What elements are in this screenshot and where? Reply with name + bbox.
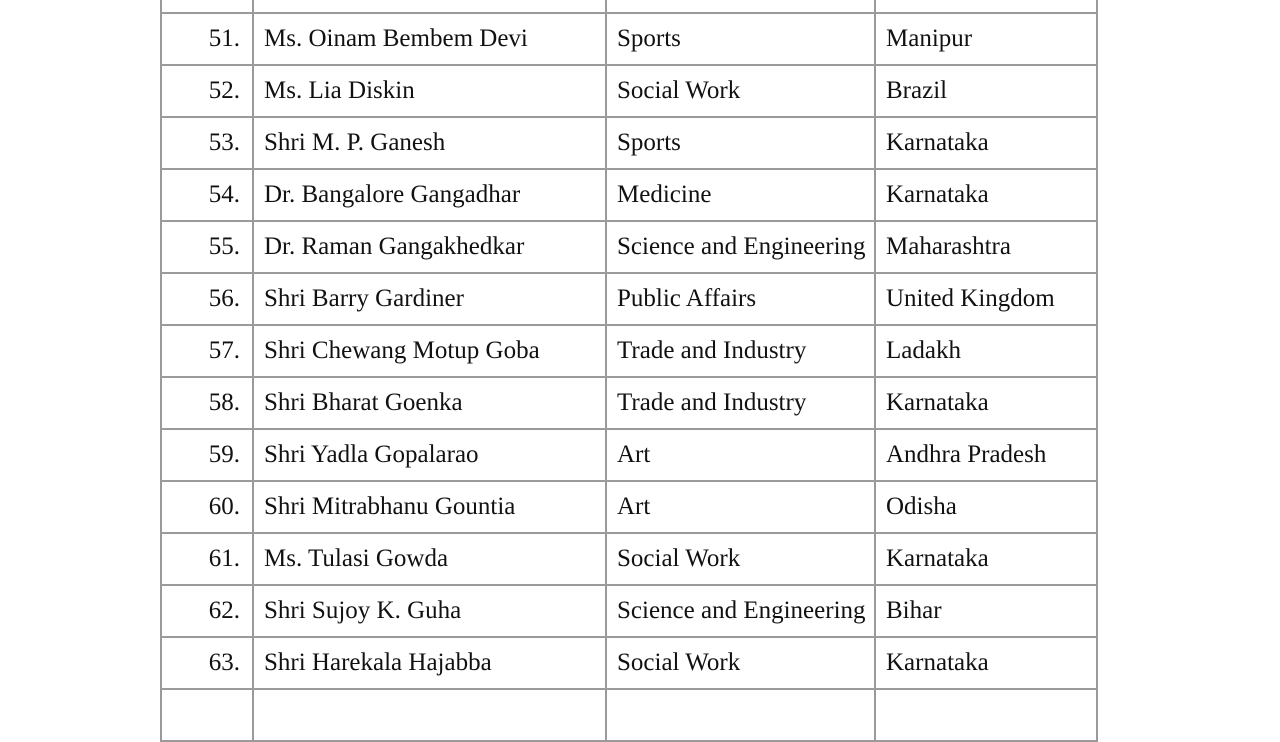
field-cell — [606, 429, 875, 481]
field-cell-text: Sports — [617, 25, 681, 52]
field-cell — [606, 377, 875, 429]
field-cell-text — [607, 690, 874, 702]
field-cell — [606, 325, 875, 377]
serial-number-cell-text: 53. — [208, 129, 240, 156]
serial-number-cell-text: 58. — [208, 389, 240, 416]
serial-number-cell — [161, 221, 253, 273]
table-row — [161, 169, 1097, 221]
field-cell-text: Sports — [617, 129, 681, 156]
field-cell — [606, 13, 875, 65]
field-cell-text: Public Affairs — [617, 285, 757, 312]
awardee-name-cell-text: Shri Sujoy K. Guha — [264, 597, 462, 624]
field-cell — [606, 481, 875, 533]
field-cell — [606, 221, 875, 273]
serial-number-cell — [161, 637, 253, 689]
serial-number-cell-text: 54. — [208, 181, 240, 208]
table-row — [161, 481, 1097, 533]
serial-number-cell-text — [162, 690, 252, 702]
awardee-name-cell — [253, 273, 606, 325]
field-cell-text: Trade and Industry — [617, 337, 807, 364]
serial-number-cell — [161, 169, 253, 221]
awardee-name-cell — [253, 13, 606, 65]
awardee-name-cell — [253, 325, 606, 377]
serial-number-cell — [161, 377, 253, 429]
state-country-cell — [875, 273, 1097, 325]
awardee-name-cell — [253, 117, 606, 169]
state-country-cell — [875, 221, 1097, 273]
state-country-cell-text: Karnataka — [886, 389, 989, 416]
state-country-cell — [875, 117, 1097, 169]
state-country-cell-text: Andhra Pradesh — [886, 441, 1047, 468]
field-cell — [606, 117, 875, 169]
awardee-name-cell — [253, 637, 606, 689]
field-cell-text: Social Work — [617, 77, 741, 104]
awardee-name-cell — [253, 221, 606, 273]
awardee-name-cell — [253, 689, 606, 741]
table-row — [161, 117, 1097, 169]
field-cell — [606, 0, 875, 13]
serial-number-cell — [161, 13, 253, 65]
awardee-name-cell-text: Shri Harekala Hajabba — [264, 649, 492, 676]
serial-number-cell-text: 55. — [208, 233, 240, 260]
awardee-name-cell — [253, 533, 606, 585]
awardee-name-cell — [253, 169, 606, 221]
awardee-name-cell — [253, 481, 606, 533]
state-country-cell-text: Karnataka — [886, 545, 989, 572]
state-country-cell-text: Karnataka — [886, 181, 989, 208]
awardee-name-cell-text: Shri Barry Gardiner — [264, 285, 464, 312]
awardee-name-cell-text: Ms. Lia Diskin — [264, 77, 415, 104]
field-cell-text: Social Work — [617, 649, 741, 676]
awardee-name-cell-text: Ms. Oinam Bembem Devi — [264, 25, 528, 52]
serial-number-cell-text: 61. — [208, 545, 240, 572]
state-country-cell — [875, 481, 1097, 533]
state-country-cell — [875, 325, 1097, 377]
state-country-cell-text: Manipur — [886, 25, 973, 52]
field-cell — [606, 169, 875, 221]
field-cell-text: Art — [617, 441, 651, 468]
state-country-cell — [875, 377, 1097, 429]
state-country-cell — [875, 585, 1097, 637]
state-country-cell — [875, 0, 1097, 13]
table-row — [161, 377, 1097, 429]
state-country-cell-text — [876, 690, 1096, 702]
table-row — [161, 689, 1097, 741]
awardee-name-cell — [253, 429, 606, 481]
state-country-cell-text: Bihar — [886, 597, 942, 624]
serial-number-cell — [161, 325, 253, 377]
table-row — [161, 637, 1097, 689]
awardee-name-cell-text: Shri Bharat Goenka — [264, 389, 463, 416]
table-row — [161, 273, 1097, 325]
state-country-cell — [875, 429, 1097, 481]
field-cell-text: Science and Engineering — [617, 233, 866, 260]
state-country-cell — [875, 169, 1097, 221]
serial-number-cell — [161, 273, 253, 325]
table-row — [161, 0, 1097, 13]
field-cell — [606, 65, 875, 117]
state-country-cell-text: Brazil — [886, 77, 948, 104]
table-row — [161, 429, 1097, 481]
awardee-name-cell-text: Ms. Tulasi Gowda — [264, 545, 449, 572]
serial-number-cell-text: 63. — [208, 649, 240, 676]
field-cell — [606, 637, 875, 689]
field-cell-text: Science and Engineering — [617, 597, 866, 624]
state-country-cell-text: Karnataka — [886, 649, 989, 676]
table-row — [161, 585, 1097, 637]
state-country-cell-text: Ladakh — [886, 337, 961, 364]
table-row — [161, 533, 1097, 585]
field-cell-text: Trade and Industry — [617, 389, 807, 416]
awardees-table-body — [161, 0, 1097, 741]
awardee-name-cell-text: Dr. Raman Gangakhedkar — [264, 233, 525, 260]
awardee-name-cell — [253, 377, 606, 429]
serial-number-cell-text: 51. — [208, 25, 240, 52]
state-country-cell — [875, 637, 1097, 689]
field-cell — [606, 585, 875, 637]
awardee-name-cell-text: Shri Chewang Motup Goba — [264, 337, 540, 364]
awardees-table — [160, 0, 1098, 742]
awardee-name-cell-text — [254, 690, 605, 702]
serial-number-cell-text: 57. — [208, 337, 240, 364]
serial-number-cell-text: 52. — [208, 77, 240, 104]
state-country-cell — [875, 65, 1097, 117]
table-row — [161, 221, 1097, 273]
serial-number-cell — [161, 0, 253, 13]
field-cell — [606, 689, 875, 741]
field-cell-text: Medicine — [617, 181, 712, 208]
state-country-cell — [875, 13, 1097, 65]
awardee-name-cell — [253, 65, 606, 117]
field-cell — [606, 533, 875, 585]
state-country-cell-text: Odisha — [886, 493, 957, 520]
awardee-name-cell-text: Shri M. P. Ganesh — [264, 129, 446, 156]
serial-number-cell-text: 60. — [208, 493, 240, 520]
table-row — [161, 65, 1097, 117]
state-country-cell — [875, 689, 1097, 741]
field-cell-text: Social Work — [617, 545, 741, 572]
awardee-name-cell — [253, 585, 606, 637]
field-cell — [606, 273, 875, 325]
serial-number-cell — [161, 585, 253, 637]
serial-number-cell-text: 56. — [208, 285, 240, 312]
state-country-cell-text: Karnataka — [886, 129, 989, 156]
state-country-cell-text: United Kingdom — [886, 285, 1055, 312]
serial-number-cell — [161, 65, 253, 117]
table-row — [161, 325, 1097, 377]
awardee-name-cell-text: Shri Yadla Gopalarao — [264, 441, 479, 468]
awardee-name-cell-text: Dr. Bangalore Gangadhar — [264, 181, 521, 208]
table-row — [161, 13, 1097, 65]
serial-number-cell — [161, 481, 253, 533]
state-country-cell-text: Maharashtra — [886, 233, 1011, 260]
serial-number-cell — [161, 533, 253, 585]
serial-number-cell-text: 59. — [208, 441, 240, 468]
awardee-name-cell — [253, 0, 606, 13]
serial-number-cell — [161, 117, 253, 169]
serial-number-cell — [161, 429, 253, 481]
serial-number-cell-text: 62. — [208, 597, 240, 624]
awardee-name-cell-text: Shri Mitrabhanu Gountia — [264, 493, 516, 520]
serial-number-cell — [161, 689, 253, 741]
state-country-cell — [875, 533, 1097, 585]
field-cell-text: Art — [617, 493, 651, 520]
